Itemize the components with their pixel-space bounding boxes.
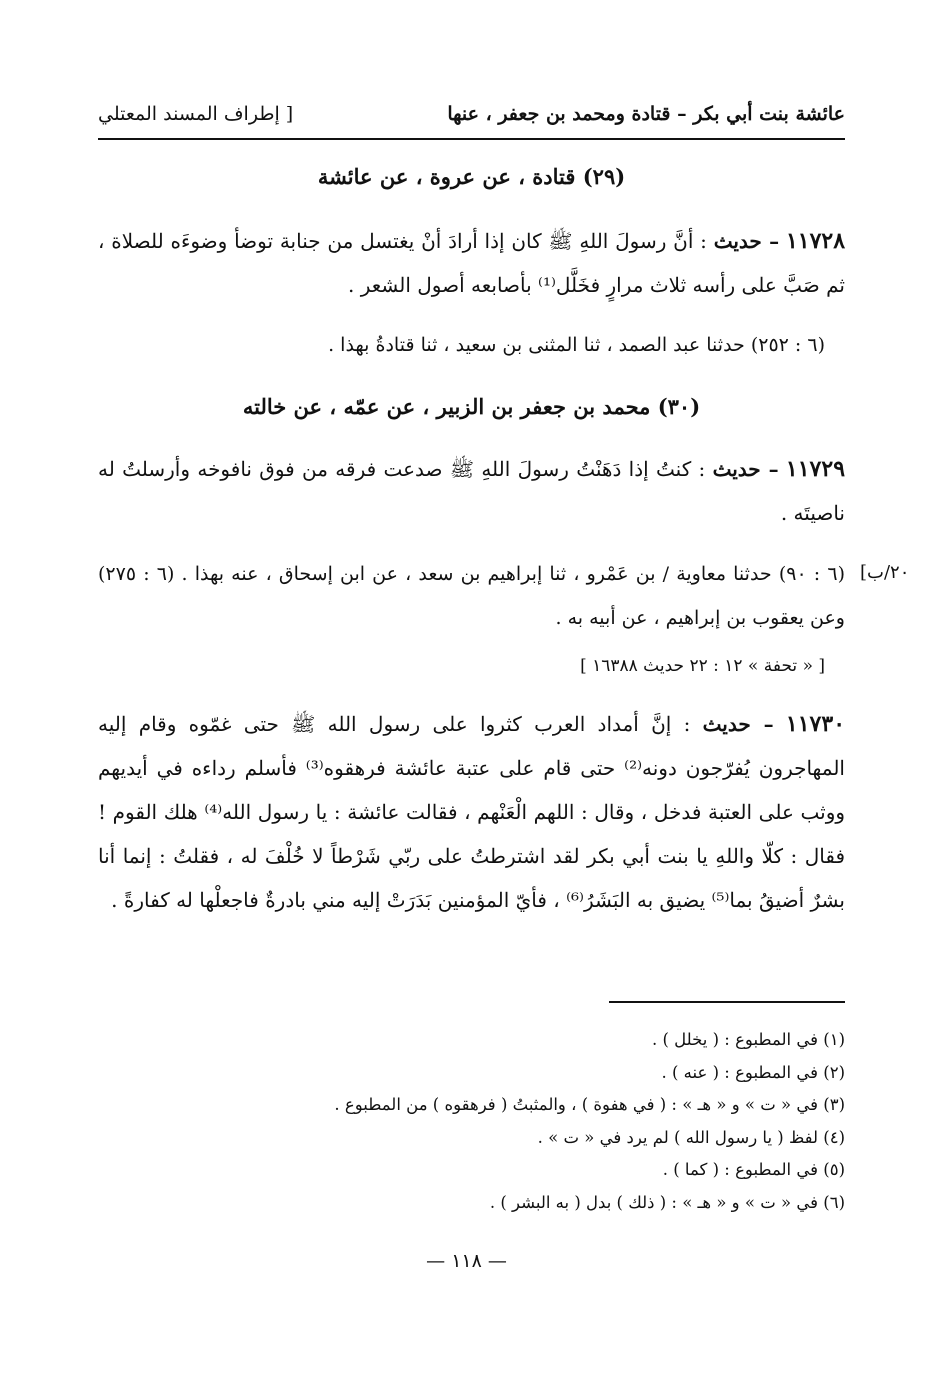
footnote-3: (٣) في « ت » و « هـ » : ( في هفوة ) ، والمثبتُ ( فرهقوه ) من المطبوع . (334, 1095, 845, 1114)
hadith-label: – حديث (702, 712, 774, 736)
footnotes (98, 1024, 845, 1219)
section-title-30: (٣٠) محمد بن جعفر بن الزبير ، عن عمّه ، عن خالته (242, 394, 701, 419)
margin-folio-note: ٢٠/ب] (860, 562, 910, 583)
hadith-11729-source: (٦ : ٩٠) حدثنا معاوية / بن عَمْرو ، ثنا إبراهيم بن سعد ، عن ابن إسحاق ، عنه بهذا . (٦ : ٢٧٥) وعن يعقوب بن إبراهيم ، عن أبيه به . (98, 563, 845, 629)
footnote-2: (٢) في المطبوع : ( عنه ) . (661, 1062, 845, 1082)
footnote-4: (٤) لفظ ( يا رسول الله ) لم يرد في « ت » . (537, 1127, 845, 1147)
footnote-rule (609, 1001, 845, 1003)
hadith-number: ١١٧٢٩ (785, 456, 846, 482)
hadith-text: : كنتُ إذا دَهَنْتُ رسولَ اللهِ ﷺ صدعت فرقه من فوق نافوخه وأرسلتُ له ناصيتَه . (98, 457, 845, 525)
hadith-label: – حديث (713, 229, 780, 253)
hadith-label: – حديث (712, 457, 779, 481)
hadith-11728 (98, 219, 845, 307)
hadith-number: ١١٧٢٨ (785, 228, 846, 254)
hadith-11728-source: (٦ : ٢٥٢) حدثنا عبد الصمد ، ثنا المثنى بن سعيد ، ثنا قتادةُ بهذا . (328, 334, 825, 356)
hadith-11730 (98, 702, 845, 922)
footnote-1: (١) في المطبوع : ( يخلل ) . (651, 1030, 845, 1049)
header-chapter-title: عائشة بنت أبي بكر – قتادة ومحمد بن جعفر ، عنها (447, 103, 845, 125)
page-number: — ١١٨ — (426, 1250, 507, 1272)
hadith-11729-reference: [ « تحفة » ١٢ : ٢٢ حديث ١٦٣٨٨ ] (580, 656, 825, 676)
running-header (98, 96, 845, 132)
header-book-title: [ إطراف المسند المعتلي (98, 103, 294, 125)
section-title-29: (٢٩) قتادة ، عن عروة ، عن عائشة (317, 164, 626, 189)
footnote-6: (٦) في « ت » و « هـ » : ( ذلك ) بدل ( به البشر ) . (489, 1192, 845, 1212)
footnote-5: (٥) في المطبوع : ( كما ) . (662, 1160, 845, 1179)
header-rule (98, 138, 845, 140)
hadith-text: : أنَّ رسولَ اللهِ ﷺ كان إذا أرادَ أنْ يغتسل من جنابة توضأ وضوءَه للصلاة ، ثم صَبَّ على رأسه ثلاث مرارٍ فخَلَّل⁽¹⁾ بأصابعه أصول الشعر . (98, 229, 845, 297)
hadith-number: ١١٧٣٠ (785, 711, 846, 737)
hadith-11729 (98, 447, 845, 535)
hadith-text: : إنَّ أمداد العرب كثروا على رسول الله ﷺ حتى غمّوه وقام إليه المهاجرون يُفرّجون دونه⁽²⁾ حتى قام على عتبة عائشة فرهقوه⁽³⁾ فأسلم رداءه في أيديهم ووثب على العتبة فدخل ، وقال : اللهم الْعَنْهم ، فقالت عائشة : يا رسول الله⁽⁴⁾ هلك القوم ! فقال : كلّا واللهِ يا بنت أبي بكر لقد اشترطتُ على ربّي شَرْطاً لا خُلْفَ له ، فقلتُ : إنما أنا بشرٌ أضيقُ بما⁽⁵⁾ يضيق به البَشَرُ⁽⁶⁾ ، فأيّ المؤمنين بَدَرَتْ إليه مني بادرةٌ فاجعلْها له كفارةً . (98, 712, 846, 912)
